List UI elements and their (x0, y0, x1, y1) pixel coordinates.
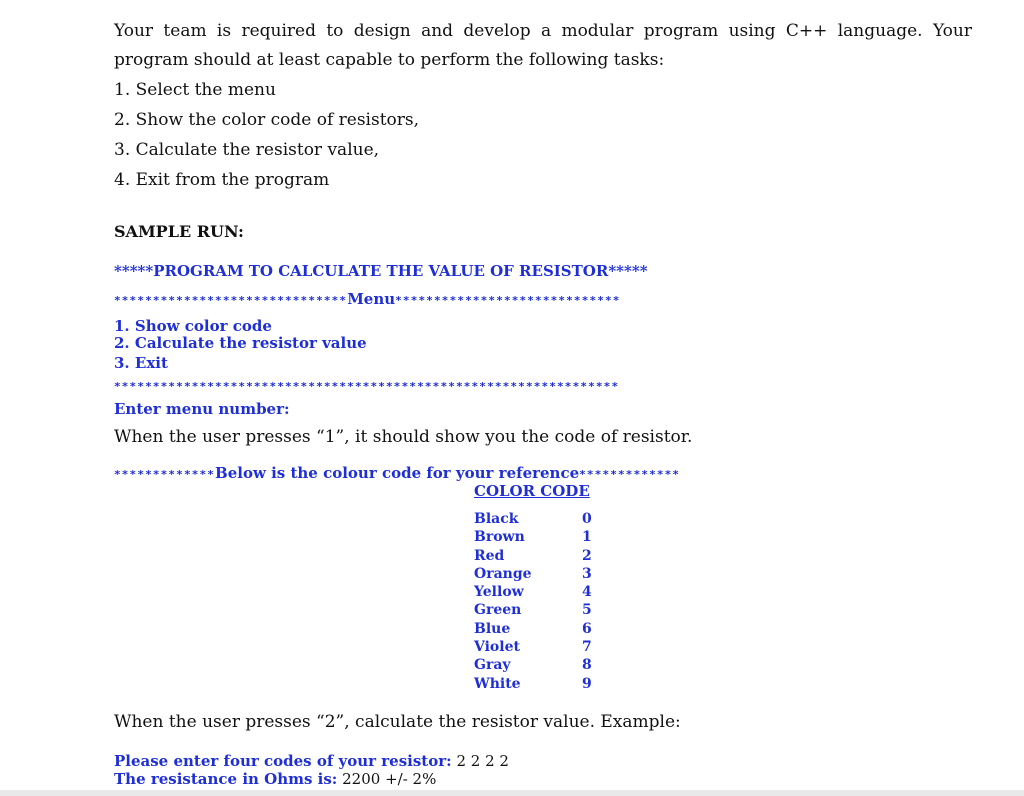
page-bottom-edge (0, 790, 1024, 796)
color-row-blue (474, 620, 604, 638)
color-name: Brown (474, 529, 525, 546)
color-name: Green (474, 602, 522, 619)
color-name: Black (474, 511, 519, 527)
color-value: 1 (582, 529, 592, 546)
color-row-black (474, 510, 604, 528)
menu-stars-left: ****************************** (114, 294, 348, 307)
color-name: Red (474, 547, 505, 564)
reference-banner (114, 464, 750, 482)
option2-description: When the user presses “2”, calculate the resistor value. Example: (114, 712, 681, 732)
color-value: 0 (582, 511, 592, 527)
color-row-orange (474, 565, 604, 583)
color-code-title: COLOR CODE (474, 482, 590, 500)
program-title: *****PROGRAM TO CALCULATE THE VALUE OF RESISTOR***** (114, 262, 648, 280)
color-name: Violet (474, 639, 520, 656)
color-value: 8 (582, 657, 592, 674)
menu-divider (114, 380, 750, 393)
color-row-red (474, 547, 604, 565)
intro-paragraph: Your team is required to design and develop a modular program using C++ language. Your program should at least capable to perform the following tasks: (114, 21, 972, 70)
task-item-1: 1. Select the menu (114, 80, 276, 100)
ref-stars-right: ************* (579, 468, 681, 481)
color-row-brown (474, 528, 604, 546)
task-item-4: 4. Exit from the program (114, 170, 330, 190)
color-row-green (474, 601, 604, 619)
menu-label: Menu (347, 290, 396, 308)
color-value: 9 (582, 675, 592, 692)
menu-banner (114, 290, 750, 308)
result-value: 2200 +/- 2% (342, 770, 437, 788)
color-value: 2 (582, 547, 592, 564)
menu-item-show-color-code: 1. Show color code (114, 317, 272, 335)
divider-stars: ***************************************************************** (114, 380, 620, 393)
color-value: 4 (582, 584, 592, 601)
color-row-yellow (474, 583, 604, 601)
option1-description: When the user presses “1”, it should show you the code of resistor. (114, 427, 693, 447)
prompt-input-value: 2 2 2 2 (456, 752, 509, 770)
resistance-result (114, 770, 436, 788)
color-name: Blue (474, 620, 511, 637)
color-row-gray (474, 656, 604, 674)
result-label: The resistance in Ohms is: (114, 770, 338, 788)
task-item-3: 3. Calculate the resistor value, (114, 140, 380, 160)
color-value: 3 (582, 565, 592, 582)
color-name: White (474, 675, 521, 692)
prompt-label: Please enter four codes of your resistor: (114, 752, 452, 770)
resistor-code-prompt (114, 752, 509, 770)
color-code-table (474, 510, 604, 693)
color-name: Gray (474, 657, 511, 674)
ref-stars-left: ************* (114, 468, 216, 481)
ref-label: Below is the colour code for your reference (215, 464, 580, 482)
color-value: 6 (582, 620, 592, 637)
color-name: Orange (474, 565, 532, 582)
color-name: Yellow (474, 584, 524, 601)
sample-run-heading: SAMPLE RUN: (114, 222, 244, 241)
task-item-2: 2. Show the color code of resistors, (114, 110, 420, 130)
color-row-white (474, 675, 604, 693)
color-value: 7 (582, 639, 592, 656)
menu-item-calculate: 2. Calculate the resistor value (114, 334, 367, 352)
menu-stars-right: ***************************** (395, 294, 621, 307)
enter-menu-prompt: Enter menu number: (114, 400, 290, 418)
color-value: 5 (582, 602, 592, 619)
color-row-violet (474, 638, 604, 656)
menu-item-exit: 3. Exit (114, 354, 168, 372)
